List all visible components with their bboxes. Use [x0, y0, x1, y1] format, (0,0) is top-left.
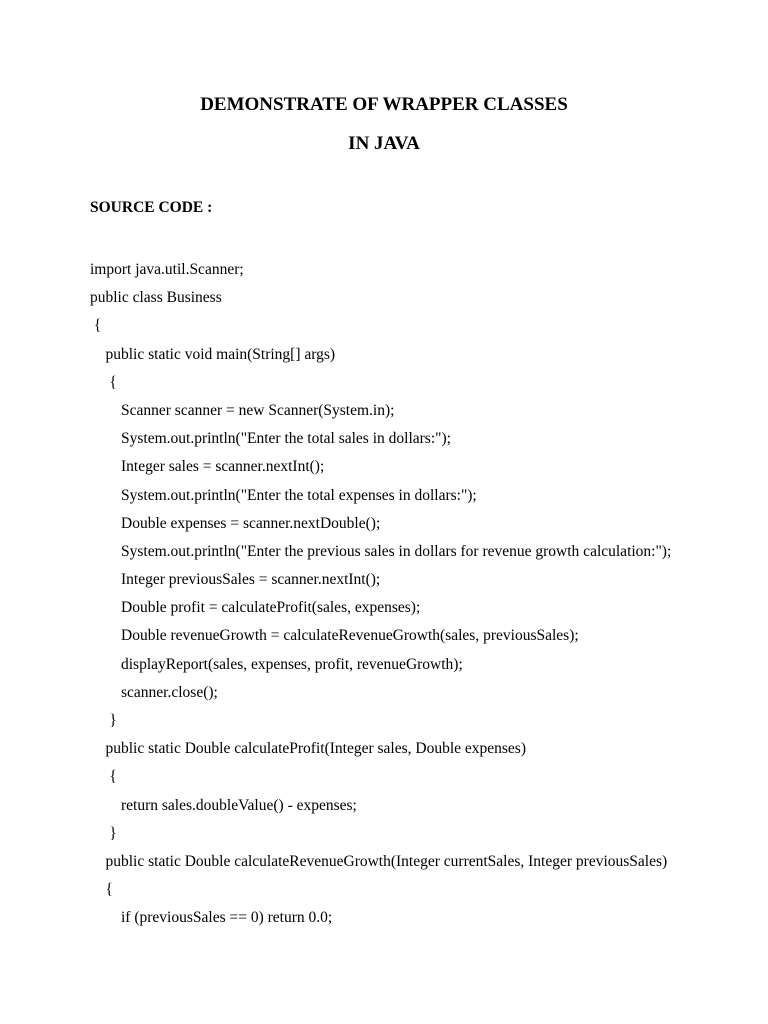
- code-line: Integer sales = scanner.nextInt();: [90, 458, 325, 476]
- code-line: Double profit = calculateProfit(sales, expenses);: [90, 599, 421, 617]
- document-title-line-2: IN JAVA: [348, 133, 420, 154]
- code-line: if (previousSales == 0) return 0.0;: [90, 909, 333, 927]
- code-line: return sales.doubleValue() - expenses;: [90, 796, 357, 814]
- code-line: Scanner scanner = new Scanner(System.in);: [90, 401, 395, 419]
- source-code-block: [90, 259, 750, 936]
- document-title-line-1: DEMONSTRATE OF WRAPPER CLASSES: [200, 94, 568, 115]
- code-line: scanner.close();: [90, 683, 218, 701]
- code-line: public static Double calculateProfit(Integer sales, Double expenses): [90, 740, 527, 758]
- code-line: Double revenueGrowth = calculateRevenueGrowth(sales, previousSales);: [90, 627, 579, 645]
- code-line: System.out.println("Enter the total expenses in dollars:");: [90, 486, 477, 504]
- code-line: {: [90, 317, 102, 335]
- code-line: }: [90, 712, 117, 729]
- code-line: {: [90, 373, 117, 391]
- section-heading: SOURCE CODE :: [90, 199, 213, 216]
- code-line: Integer previousSales = scanner.nextInt();: [90, 571, 381, 589]
- code-line: {: [90, 768, 117, 786]
- code-line: System.out.println("Enter the previous sales in dollars for revenue growth calculation:");: [90, 542, 672, 560]
- code-line: import java.util.Scanner;: [90, 261, 244, 278]
- code-line: public static void main(String[] args): [90, 345, 336, 363]
- code-line: public static Double calculateRevenueGrowth(Integer currentSales, Integer previousSales): [90, 852, 668, 870]
- code-line: displayReport(sales, expenses, profit, revenueGrowth);: [90, 655, 463, 673]
- code-line: }: [90, 824, 117, 842]
- code-line: {: [90, 881, 113, 899]
- code-line: System.out.println("Enter the total sales in dollars:");: [90, 430, 451, 448]
- code-line: public class Business: [90, 289, 222, 307]
- code-line: Double expenses = scanner.nextDouble();: [90, 514, 381, 532]
